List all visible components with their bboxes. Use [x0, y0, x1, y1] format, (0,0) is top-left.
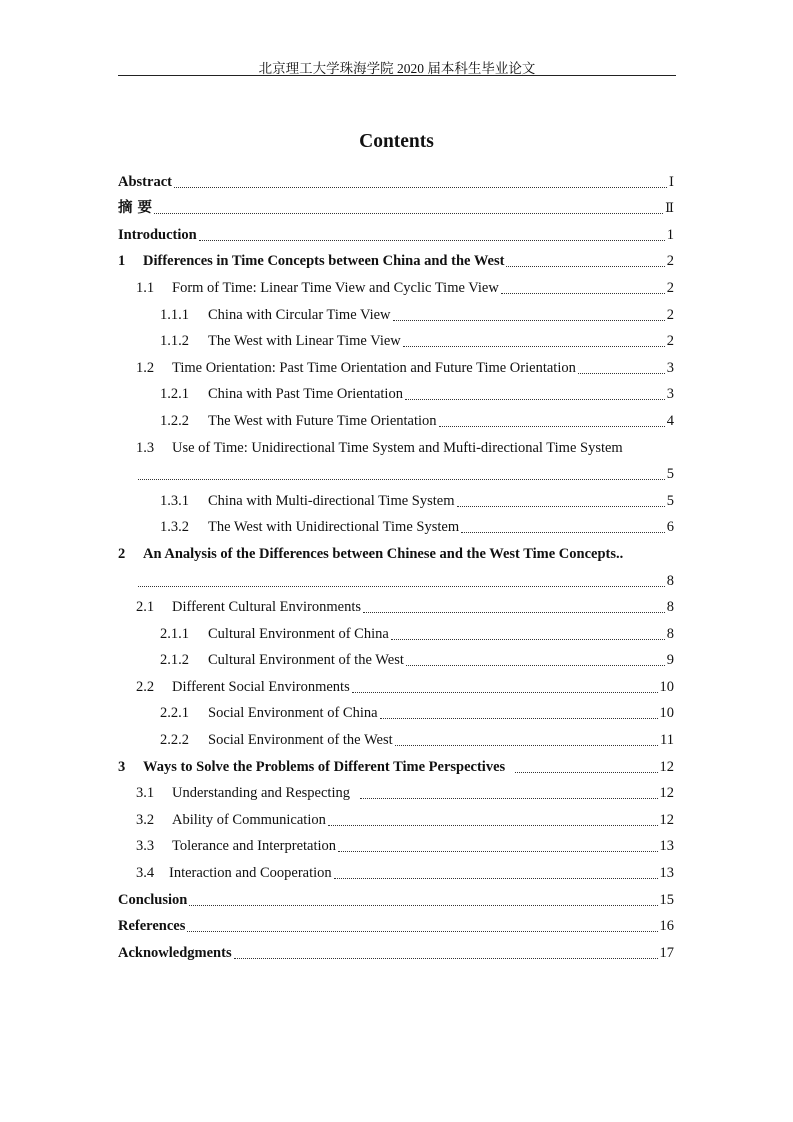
- toc-entry-number: 2.2.1: [160, 705, 189, 722]
- toc-entry-number: 1.2.1: [160, 386, 189, 403]
- toc-entry-page: 12: [659, 811, 674, 828]
- toc-entry-title: China with Past Time Orientation: [208, 386, 403, 403]
- toc-entry-number: 3.1: [136, 785, 155, 802]
- toc-entry-number: 1: [118, 253, 126, 270]
- dot-leader: [380, 718, 658, 719]
- toc-entry-title: China with Multi-directional Time System: [208, 492, 455, 509]
- dot-leader: [405, 399, 665, 400]
- header-rule: [118, 75, 676, 76]
- dot-leader: [578, 373, 665, 374]
- toc-entry-page: 3: [666, 359, 674, 376]
- toc-entry-page: 6: [666, 519, 674, 536]
- dot-leader: [501, 293, 665, 294]
- dot-leader: [154, 213, 663, 214]
- toc-entry-page: 2: [666, 333, 674, 350]
- toc-entry-number: 1.3: [136, 439, 155, 456]
- toc-entry-page: 1: [666, 226, 674, 243]
- dot-leader: [328, 825, 658, 826]
- toc-entry-page: 2: [666, 279, 674, 296]
- toc-entry-title: Social Environment of the West: [208, 732, 393, 749]
- dot-leader-fragment: ..: [616, 545, 624, 562]
- toc-entry-number: 1.3.2: [160, 519, 189, 536]
- toc-entry-1-2-2[interactable]: [118, 403, 674, 430]
- toc-entry-title: Abstract: [118, 173, 172, 190]
- toc-entry-introduction[interactable]: [118, 217, 674, 244]
- toc-entry-page: 8: [666, 572, 674, 589]
- toc-entry-3-2[interactable]: [118, 802, 674, 829]
- toc-entry-1-3-1[interactable]: [118, 483, 674, 510]
- dot-leader: [334, 878, 658, 879]
- toc-entry-conclusion[interactable]: [118, 882, 674, 909]
- toc-entry-title: Time Orientation: Past Time Orientation and Future Time Orientation: [172, 359, 576, 376]
- dot-leader: [363, 612, 665, 613]
- toc-entry-title: Tolerance and Interpretation: [172, 838, 337, 855]
- toc-entry-number: 1.2: [136, 359, 155, 376]
- dot-leader: [406, 665, 665, 666]
- toc-entry-page: 12: [659, 758, 674, 775]
- toc-entry-title: Introduction: [118, 226, 197, 243]
- toc-entry-title: Understanding and Respecting: [172, 785, 350, 802]
- toc-entry-page: 5: [666, 466, 674, 483]
- dot-leader: [199, 240, 665, 241]
- toc-entry-title: Different Social Environments: [172, 678, 350, 695]
- toc-entry-title: Social Environment of China: [208, 705, 378, 722]
- dot-leader: [506, 266, 664, 267]
- toc-entry-number: 3.2: [136, 811, 155, 828]
- dot-leader: [395, 745, 658, 746]
- dot-leader: [338, 851, 657, 852]
- toc-entry-page: 8: [666, 599, 674, 616]
- toc-entry-acknowledgments[interactable]: [118, 935, 674, 962]
- toc-entry-chapter-1[interactable]: [118, 244, 674, 271]
- dot-leader: [393, 320, 665, 321]
- dot-leader: [234, 958, 658, 959]
- toc-entry-3-1[interactable]: [118, 776, 674, 803]
- toc-entry-page: 13: [659, 865, 674, 882]
- toc-entry-page: 8: [666, 625, 674, 642]
- dot-leader: [461, 532, 665, 533]
- toc-entry-title: Ability of Communication: [172, 811, 326, 828]
- toc-entry-2-2[interactable]: [118, 669, 674, 696]
- toc-entry-2-1-2[interactable]: [118, 643, 674, 670]
- dot-leader: [352, 692, 658, 693]
- toc-entry-title: Cultural Environment of the West: [208, 652, 404, 669]
- toc-entry-number: 1.2.2: [160, 412, 189, 429]
- toc-entry-number: 1.1: [136, 279, 155, 296]
- toc-entry-1-1[interactable]: [118, 270, 674, 297]
- dot-leader: [189, 905, 657, 906]
- toc-entry-2-1-1[interactable]: [118, 616, 674, 643]
- toc-entry-title: Form of Time: Linear Time View and Cyclic Time View: [172, 279, 499, 296]
- toc-entry-3-4[interactable]: [118, 855, 674, 882]
- toc-entry-title: The West with Unidirectional Time System: [208, 519, 460, 536]
- toc-entry-references[interactable]: [118, 909, 674, 936]
- toc-entry-page: 10: [659, 678, 674, 695]
- dot-leader: [174, 187, 667, 188]
- toc-entry-chapter-2-continuation[interactable]: [118, 563, 674, 590]
- toc-entry-title: An Analysis of the Differences between Chinese and the West Time Concepts: [143, 545, 616, 562]
- dot-leader: [391, 639, 665, 640]
- toc-entry-number: 2.2: [136, 678, 155, 695]
- toc-entry-number: 3: [118, 758, 126, 775]
- toc-entry-1-2[interactable]: [118, 350, 674, 377]
- toc-entry-title: China with Circular Time View: [208, 306, 391, 323]
- toc-entry-2-1[interactable]: [118, 590, 674, 617]
- toc-entry-chapter-3[interactable]: [118, 749, 674, 776]
- toc-entry-1-1-2[interactable]: [118, 324, 674, 351]
- toc-entry-number: 2.1.1: [160, 625, 189, 642]
- toc-entry-title: 摘 要: [118, 200, 153, 217]
- toc-entry-page: 15: [659, 891, 674, 908]
- dot-leader: [138, 479, 665, 480]
- dot-leader: [360, 798, 658, 799]
- toc-entry-number: 1.3.1: [160, 492, 189, 509]
- toc-entry-page: 2: [666, 306, 674, 323]
- toc-entry-page: 13: [659, 838, 674, 855]
- toc-entry-title: Use of Time: Unidirectional Time System and Mufti-directional Time System: [172, 439, 623, 456]
- toc-entry-title: Differences in Time Concepts between China and the West: [143, 253, 505, 270]
- toc-entry-chapter-2[interactable]: [118, 536, 674, 563]
- toc-entry-title: Conclusion: [118, 891, 188, 908]
- toc-entry-number: 2.1: [136, 599, 155, 616]
- toc-entry-title: Different Cultural Environments: [172, 599, 361, 616]
- toc-entry-title: Acknowledgments: [118, 944, 232, 961]
- toc-entry-1-3-continuation[interactable]: [118, 457, 674, 484]
- toc-entry-3-3[interactable]: [118, 829, 674, 856]
- dot-leader: [439, 426, 665, 427]
- toc-entry-number: 1.1.1: [160, 306, 189, 323]
- toc-entry-page: 4: [666, 412, 674, 429]
- toc-entry-1-1-1[interactable]: [118, 297, 674, 324]
- toc-entry-page: Ⅰ: [668, 174, 674, 190]
- dot-leader: [457, 506, 665, 507]
- toc-entry-2-2-2[interactable]: [118, 722, 674, 749]
- toc-entry-title: The West with Future Time Orientation: [208, 412, 437, 429]
- toc-entry-2-2-1[interactable]: [118, 696, 674, 723]
- toc-entry-page: 16: [659, 918, 674, 935]
- toc-entry-page: Ⅱ: [665, 201, 674, 217]
- dot-leader: [515, 772, 657, 773]
- toc-entry-number: 3.3: [136, 838, 155, 855]
- toc-entry-page: 12: [659, 785, 674, 802]
- toc-entry-number: 2.2.2: [160, 732, 189, 749]
- toc-entry-number: 2.1.2: [160, 652, 189, 669]
- dot-leader: [403, 346, 665, 347]
- toc-entry-page: 3: [666, 386, 674, 403]
- toc-entry-title: Ways to Solve the Problems of Different Time Perspectives: [143, 758, 506, 775]
- toc-entry-page: 17: [659, 944, 674, 961]
- toc-entry-page: 9: [666, 652, 674, 669]
- toc-entry-chinese-abstract[interactable]: [118, 191, 674, 218]
- page-header: 北京理工大学珠海学院 2020 届本科生毕业论文: [258, 61, 536, 76]
- toc-entry-1-3[interactable]: [118, 430, 674, 457]
- table-of-contents: [118, 164, 674, 962]
- toc-entry-number: 2: [118, 545, 126, 562]
- toc-entry-page: 2: [666, 253, 674, 270]
- toc-entry-title: Interaction and Cooperation: [169, 865, 332, 882]
- toc-entry-number: 3.4: [136, 865, 155, 882]
- toc-entry-page: 5: [666, 492, 674, 509]
- toc-title: Contents: [359, 131, 434, 152]
- toc-entry-1-2-1[interactable]: [118, 377, 674, 404]
- toc-entry-abstract[interactable]: [118, 164, 674, 191]
- toc-entry-title: Cultural Environment of China: [208, 625, 389, 642]
- dot-leader: [187, 931, 657, 932]
- toc-entry-title: The West with Linear Time View: [208, 333, 401, 350]
- toc-entry-page: 11: [660, 732, 674, 749]
- dot-leader: [138, 586, 665, 587]
- toc-entry-page: 10: [659, 705, 674, 722]
- toc-entry-1-3-2[interactable]: [118, 510, 674, 537]
- toc-entry-number: 1.1.2: [160, 333, 189, 350]
- toc-entry-title: References: [118, 918, 186, 935]
